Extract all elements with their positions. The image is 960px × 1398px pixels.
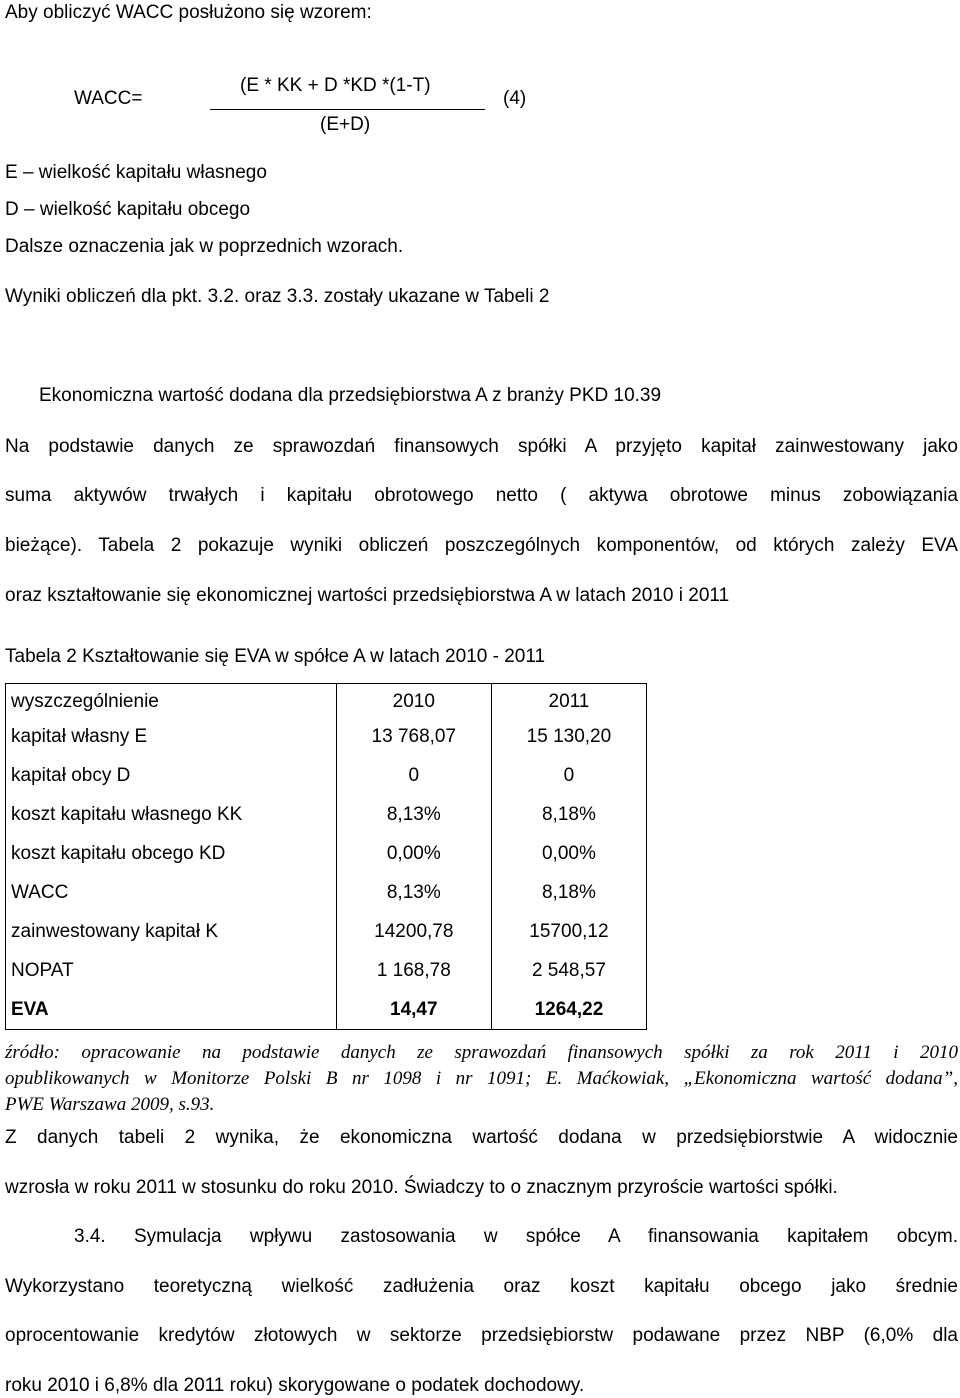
table-cell: 8,18% [491, 873, 646, 912]
table-cell: 14200,78 [336, 912, 491, 951]
results-note: Wyniki obliczeń dla pkt. 3.2. oraz 3.3. zostały ukazane w Tabeli 2 [5, 286, 550, 307]
table-row [6, 834, 647, 873]
table-cell: 8,13% [336, 873, 491, 912]
paragraph3-line: oprocentowanie kredytów złotowych w sektorze przedsiębiorstw podawane przez NBP (6,0% dla [5, 1325, 958, 1346]
table-cell: WACC [6, 873, 337, 912]
table-row [6, 873, 647, 912]
section2-heading: 3.4. Symulacja wpływu zastosowania w spółce A finansowania kapitałem obcym. [74, 1226, 958, 1247]
source-note [5, 1040, 958, 1118]
table-cell: 8,13% [336, 795, 491, 834]
table-row [6, 756, 647, 795]
table-row [6, 912, 647, 951]
definition-e: E – wielkość kapitału własnego [5, 162, 267, 183]
table-cell: 13 768,07 [336, 717, 491, 756]
section-heading: Ekonomiczna wartość dodana dla przedsiębiorstwa A z branży PKD 10.39 [39, 385, 662, 406]
paragraph1-line: suma aktywów trwałych i kapitału obrotowego netto ( aktywa obrotowe minus zobowiązania [5, 485, 958, 506]
table-cell: 15700,12 [491, 912, 646, 951]
table-header-cell: 2010 [336, 684, 491, 718]
table-cell: koszt kapitału własnego KK [6, 795, 337, 834]
definition-d: D – wielkość kapitału obcego [5, 199, 251, 220]
table-cell: 0 [336, 756, 491, 795]
table-cell: 2 548,57 [491, 951, 646, 990]
table-cell: 1264,22 [491, 990, 646, 1030]
paragraph2-line: wzrosła w roku 2011 w stosunku do roku 2010. Świadczy to o znacznym przyroście wartości spółki. [5, 1177, 838, 1198]
formula-lhs: WACC= [74, 88, 143, 109]
table-cell: kapitał własny E [6, 717, 337, 756]
table-cell: 0 [491, 756, 646, 795]
source-line: źródło: opracowanie na podstawie danych ze sprawozdań finansowych spółki za rok 2011 i 2010 [5, 1042, 958, 1063]
table-row-total [6, 990, 647, 1030]
paragraph1-line: oraz kształtowanie się ekonomicznej wartości przedsiębiorstwa A w latach 2010 i 2011 [5, 585, 730, 606]
paragraph1-line: bieżące). Tabela 2 pokazuje wyniki obliczeń poszczególnych komponentów, od których zależy EVA [5, 535, 958, 556]
source-line: PWE Warszawa 2009, s.93. [5, 1094, 215, 1115]
table-cell: koszt kapitału obcego KD [6, 834, 337, 873]
table-cell: 0,00% [491, 834, 646, 873]
table-cell: 15 130,20 [491, 717, 646, 756]
table-header-cell: wyszczególnienie [6, 684, 337, 718]
table-header-row [6, 684, 647, 718]
formula-numerator: (E * KK + D *KD *(1-T) [240, 75, 431, 96]
formula-denominator: (E+D) [320, 114, 371, 135]
definition-other: Dalsze oznaczenia jak w poprzednich wzorach. [5, 236, 404, 257]
table-row [6, 717, 647, 756]
paragraph3-line: Wykorzystano teoretyczną wielkość zadłużenia oraz koszt kapitału obcego jako średnie [5, 1276, 958, 1297]
formula-number: (4) [503, 88, 527, 109]
table-cell: 8,18% [491, 795, 646, 834]
table-cell: 1 168,78 [336, 951, 491, 990]
paragraph1-line: Na podstawie danych ze sprawozdań finansowych spółki A przyjęto kapitał zainwestowany jako [5, 436, 958, 457]
table-row [6, 795, 647, 834]
source-line: opublikowanych w Monitorze Polski B nr 1098 i nr 1091; E. Maćkowiak, „Ekonomiczna wartość dodana”, [5, 1068, 958, 1089]
paragraph2-line: Z danych tabeli 2 wynika, że ekonomiczna wartość dodana w przedsiębiorstwie A widocznie [5, 1127, 958, 1148]
table-cell: 14,47 [336, 990, 491, 1030]
eva-table [5, 683, 647, 1030]
intro-text: Aby obliczyć WACC posłużono się wzorem: [5, 2, 372, 23]
table-header-cell: 2011 [491, 684, 646, 718]
table-caption: Tabela 2 Kształtowanie się EVA w spółce A w latach 2010 - 2011 [5, 646, 546, 667]
table-row [6, 951, 647, 990]
table-cell: kapitał obcy D [6, 756, 337, 795]
fraction-line [210, 109, 485, 110]
table-cell: EVA [6, 990, 337, 1030]
table-cell: NOPAT [6, 951, 337, 990]
paragraph3-line: roku 2010 i 6,8% dla 2011 roku) skorygowane o podatek dochodowy. [5, 1375, 585, 1396]
table-cell: zainwestowany kapitał K [6, 912, 337, 951]
table-cell: 0,00% [336, 834, 491, 873]
